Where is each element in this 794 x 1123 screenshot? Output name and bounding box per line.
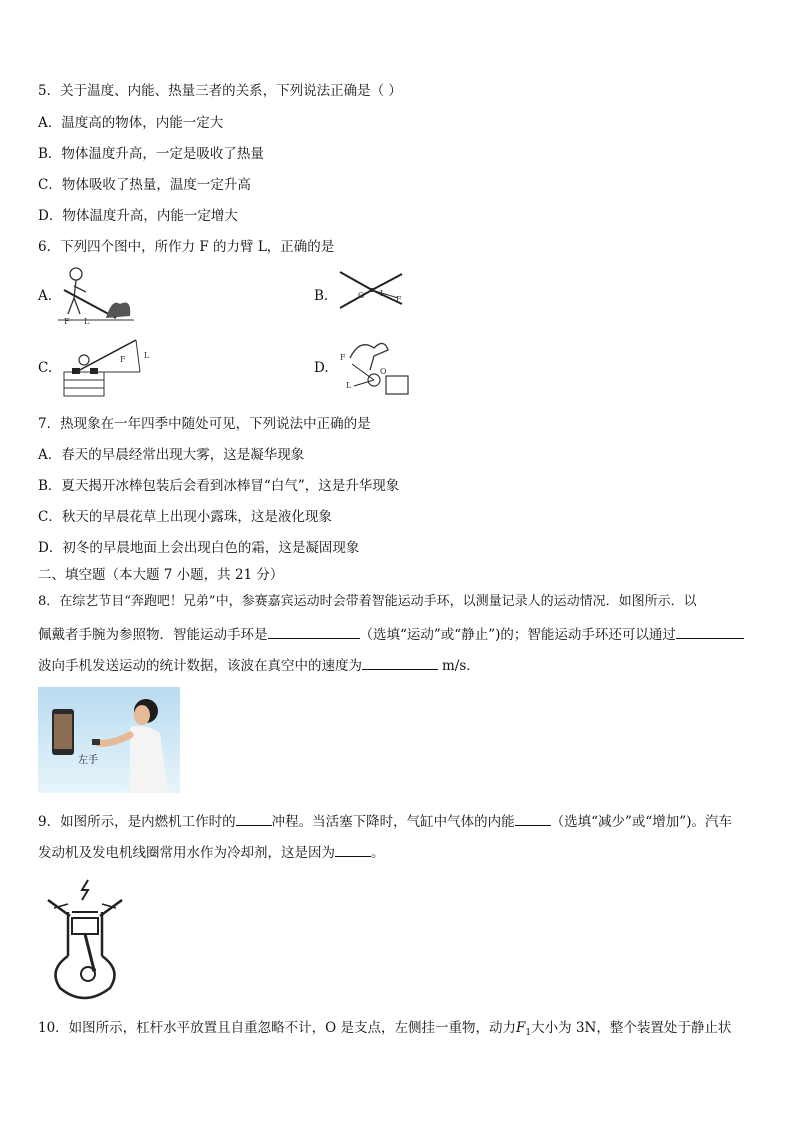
svg-text:L: L (380, 289, 386, 298)
q7-option-d: D．初冬的早晨地面上会出现白色的霜，这是凝固现象 (38, 540, 360, 556)
q10-line-1 (38, 1019, 731, 1042)
q8-line-3 (38, 655, 480, 675)
q6-label-c: C. (38, 360, 53, 376)
q6-label-b: B. (314, 288, 329, 304)
svg-text:F: F (120, 355, 126, 364)
q6-label-d: D. (314, 360, 329, 376)
q6-figure-a (56, 262, 136, 326)
q9-line-2 (38, 842, 385, 862)
section-fill-in: 二、填空题（本大题 7 小题，共 21 分） (38, 567, 284, 583)
q9-line-1 (38, 811, 732, 831)
q7-stem: 7．热现象在一年四季中随处可见，下列说法中正确的是 (38, 416, 371, 432)
engine-cylinder-figure (44, 878, 126, 1002)
q8-text-a: 佩戴者手腕为参照物．智能运动手环是 (38, 627, 268, 643)
q8-line-2 (38, 624, 744, 644)
q8-blank-3[interactable] (362, 655, 438, 670)
runner-photo-illustration (38, 687, 180, 793)
q10-force-symbol: F (516, 1020, 526, 1036)
q6-stem: 6．下列四个图中，所作力 F 的力臂 L，正确的是 (38, 239, 335, 255)
photo-label-left-hand: 左手 (78, 755, 98, 766)
q8-text-b: （选填“运动”或“静止”)的；智能运动手环还可以通过 (359, 627, 676, 643)
svg-text:O: O (358, 291, 365, 300)
q6-label-a: A. (38, 288, 53, 304)
q9-text-b: 冲程。当活塞下降时，气缸中气体的内能 (271, 814, 515, 830)
q9-text-e: 。 (371, 845, 385, 861)
q6-figure-d (334, 330, 410, 400)
q10-force-subscript: 1 (525, 1028, 532, 1038)
svg-text:L: L (144, 351, 150, 360)
q9-text-d: 发动机及发电机线圈常用水作为冷却剂，这是因为 (38, 845, 335, 861)
q9-text-a: 9．如图所示，是内燃机工作时的 (38, 814, 236, 830)
svg-text:L: L (346, 381, 352, 390)
q7-option-c: C．秋天的早晨花草上出现小露珠，这是液化现象 (38, 509, 332, 525)
svg-text:F: F (340, 353, 346, 362)
q8-unit: m/s． (442, 658, 480, 674)
q8-photo (38, 687, 180, 793)
svg-text:F: F (396, 295, 402, 304)
q8-line-1: 8．在综艺节目“奔跑吧！兄弟”中，参赛嘉宾运动时会带着智能运动手环，以测量记录人的运动情况．如图所示．以 (38, 594, 697, 609)
svg-text:F: F (64, 317, 70, 326)
q5-option-b: B．物体温度升高，一定是吸收了热量 (38, 146, 264, 162)
q9-blank-2[interactable] (515, 811, 551, 826)
q7-option-b: B．夏天揭开冰棒包装后会看到冰棒冒“白气”，这是升华现象 (38, 478, 400, 494)
q5-option-d: D．物体温度升高，内能一定增大 (38, 208, 238, 224)
svg-text:L: L (84, 317, 90, 326)
q9-blank-3[interactable] (335, 842, 371, 857)
q7-option-a: A．春天的早晨经常出现大雾，这是凝华现象 (38, 447, 305, 463)
q5-stem: 5．关于温度、内能、热量三者的关系，下列说法正确是（ ） (38, 83, 402, 99)
q6-figure-c (60, 332, 156, 400)
q9-text-c: （选填“减少”或“增加”)。汽车 (550, 814, 732, 830)
q5-option-c: C．物体吸收了热量，温度一定升高 (38, 177, 251, 193)
q10-text-b: 大小为 3N，整个装置处于静止状 (531, 1020, 732, 1036)
q8-blank-1[interactable] (268, 624, 360, 639)
q8-blank-2[interactable] (676, 624, 744, 639)
q9-blank-1[interactable] (236, 811, 272, 826)
svg-text:O: O (380, 367, 387, 376)
q5-option-a: A．温度高的物体，内能一定大 (38, 115, 224, 131)
q8-text-c: 波向手机发送运动的统计数据，该波在真空中的速度为 (38, 658, 362, 674)
q6-figure-b (336, 264, 408, 314)
q10-text-a: 10．如图所示，杠杆水平放置且自重忽略不计，O 是支点，左侧挂一重物，动力 (38, 1020, 517, 1036)
